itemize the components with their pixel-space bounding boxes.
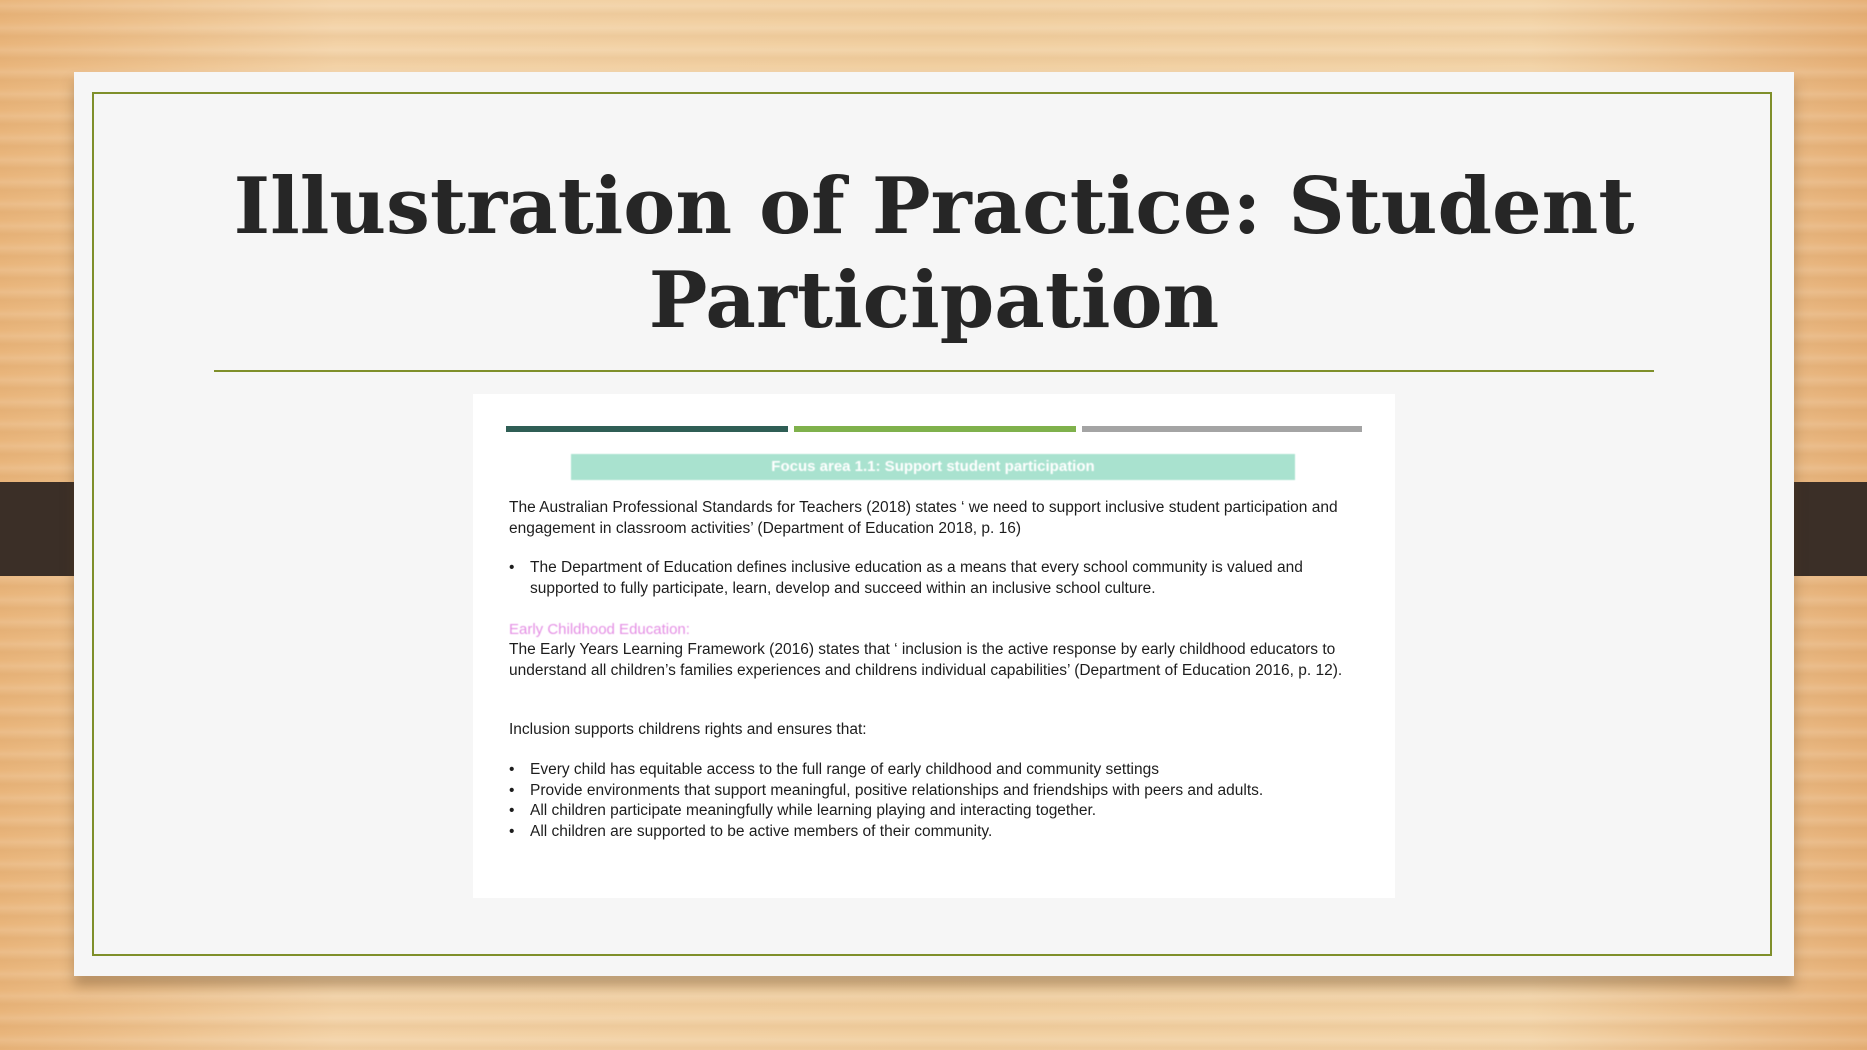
header-bar-green: [794, 426, 1076, 432]
eylf-paragraph: The Early Years Learning Framework (2016) states that ‘ inclusion is the active response by early childhood educators to understand all children’s families experiences and childrens individual capabilities’ (Department of Education 2016, p. 12).: [509, 641, 1343, 679]
header-bars: [506, 426, 1362, 432]
embedded-document-image: [473, 394, 1395, 898]
list-item: • Provide environments that support meaningful, positive relationships and friendships with peers and adults.: [509, 781, 1369, 802]
list-item: • Every child has equitable access to the full range of early childhood and community settings: [509, 760, 1369, 781]
header-bar-grey: [1082, 426, 1362, 432]
focus-area-banner: Focus area 1.1: Support student participation: [571, 454, 1295, 480]
slide-title: Illustration of Practice: Student Participation: [233, 161, 1635, 346]
list-item: • All children are supported to be active members of their community.: [509, 822, 1369, 843]
title-divider: [214, 370, 1654, 372]
inclusion-bullet-list: [509, 760, 1369, 842]
header-bar-teal: [506, 426, 788, 432]
early-childhood-heading: Early Childhood Education:: [509, 621, 690, 638]
list-item: • The Department of Education defines inclusive education as a means that every school community is valued and supported to fully participate, learn, develop and succeed within an inclusive school culture.: [509, 558, 1369, 599]
education-bullet-list: [509, 558, 1369, 599]
inclusion-intro: Inclusion supports childrens rights and ensures that:: [509, 721, 867, 738]
standards-paragraph: The Australian Professional Standards for Teachers (2018) states ‘ we need to support inclusive student participation and engagement in classroom activities’ (Department of Education 2018, p. 16): [509, 499, 1338, 537]
list-item: • All children participate meaningfully while learning playing and interacting together.: [509, 801, 1369, 822]
